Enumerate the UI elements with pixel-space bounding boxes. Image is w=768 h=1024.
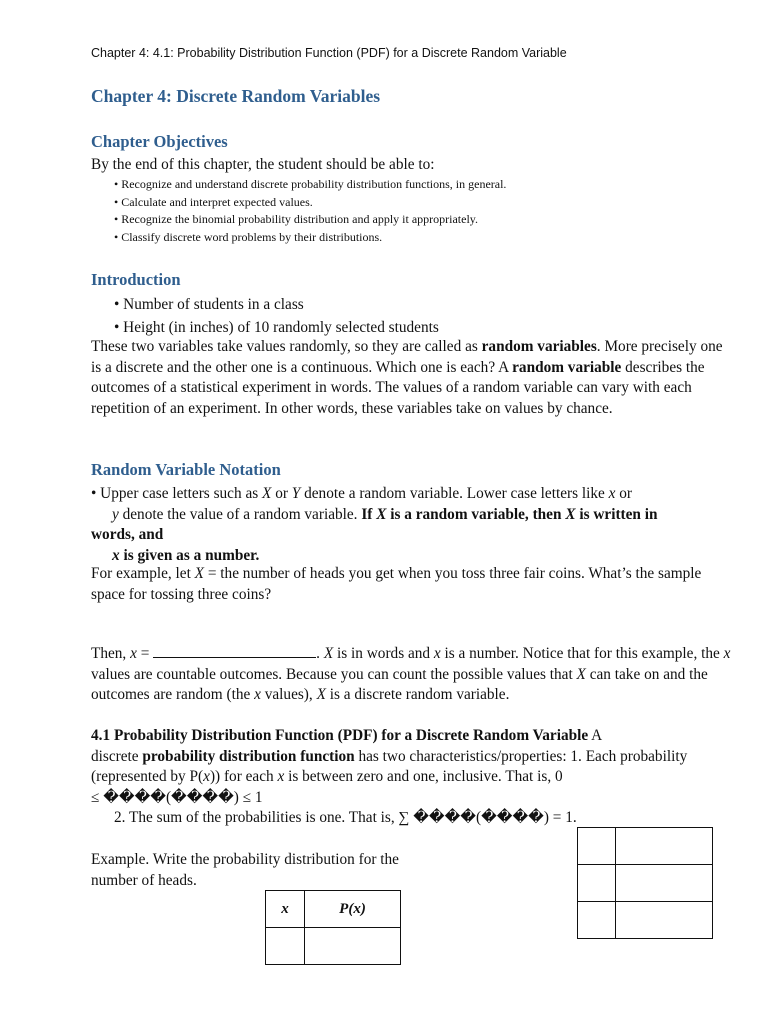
- answer-blank[interactable]: [153, 644, 316, 658]
- table-cell[interactable]: [578, 828, 616, 865]
- example-prompt: Example. Write the probability distribution for the number of heads.: [91, 851, 399, 889]
- distribution-table: [265, 890, 401, 965]
- notation-heading: Random Variable Notation: [91, 460, 281, 479]
- chapter-title: Chapter 4: Discrete Random Variables: [91, 86, 381, 106]
- introduction-paragraph: These two variables take values randomly, so they are called as random variables. More precisely one is a discrete and the other one is a continuous. Which one is each? A random variable describes the outcomes of a statistical experiment in words. The values of a random variable can vary with each repetition of an experiment. In other words, these variables take on values by chance.: [91, 338, 723, 417]
- table-cell[interactable]: [578, 865, 616, 902]
- introduction-list: [114, 293, 439, 339]
- table-cell[interactable]: [616, 828, 713, 865]
- table-cell[interactable]: [305, 928, 401, 965]
- table-cell[interactable]: [616, 865, 713, 902]
- pdf-property-1: ≤ ����(����) ≤ 1: [91, 789, 263, 806]
- objective-item: • Recognize the binomial probability distribution and apply it appropriately.: [114, 212, 479, 226]
- pdf-paragraph: 4.1 Probability Distribution Function (PDF) for a Discrete Random Variable A discrete probability distribution function has two characteristics/properties: 1. Each probability (represented by P(x)) for each x is between zero and one, inclusive. That is, 0: [91, 727, 688, 785]
- introduction-heading: Introduction: [91, 270, 181, 289]
- table-cell[interactable]: [266, 928, 305, 965]
- example-paragraph: For example, let X = the number of heads you get when you toss three fair coins. What’s the sample space for tossing three coins?: [91, 565, 702, 603]
- table-header-x: x: [266, 891, 305, 928]
- table-cell[interactable]: [578, 902, 616, 939]
- then-paragraph: Then, x = . X is in words and x is a number. Notice that for this example, the x values are countable outcomes. Because you can count the possible values that X can take on and the outcomes are random (the x values), X is a discrete random variable.: [91, 645, 731, 703]
- objective-item: • Calculate and interpret expected values.: [114, 194, 313, 209]
- introduction-item: • Height (in inches) of 10 randomly selected students: [114, 319, 439, 336]
- objectives-intro: By the end of this chapter, the student should be able to:: [91, 156, 435, 173]
- objective-item: • Recognize and understand discrete probability distribution functions, in general.: [114, 177, 507, 191]
- objectives-list: [114, 176, 506, 246]
- introduction-item: • Number of students in a class: [114, 296, 304, 313]
- table-header-px: P(x): [305, 891, 401, 928]
- objectives-heading: Chapter Objectives: [91, 132, 228, 151]
- notation-bullet: • Upper case letters such as X or Y denote a random variable. Lower case letters like x or y denote the value of a random variable. If X is a random variable, then X is written in words, and x is given as a number.: [91, 485, 658, 564]
- side-table: [577, 827, 713, 939]
- objective-item: • Classify discrete word problems by their distributions.: [114, 229, 383, 244]
- table-cell[interactable]: [616, 902, 713, 939]
- running-head: Chapter 4: 4.1: Probability Distribution Function (PDF) for a Discrete Random Variable: [91, 46, 567, 60]
- pdf-property-2: 2. The sum of the probabilities is one. That is, ∑ ����(����) = 1.: [114, 809, 577, 826]
